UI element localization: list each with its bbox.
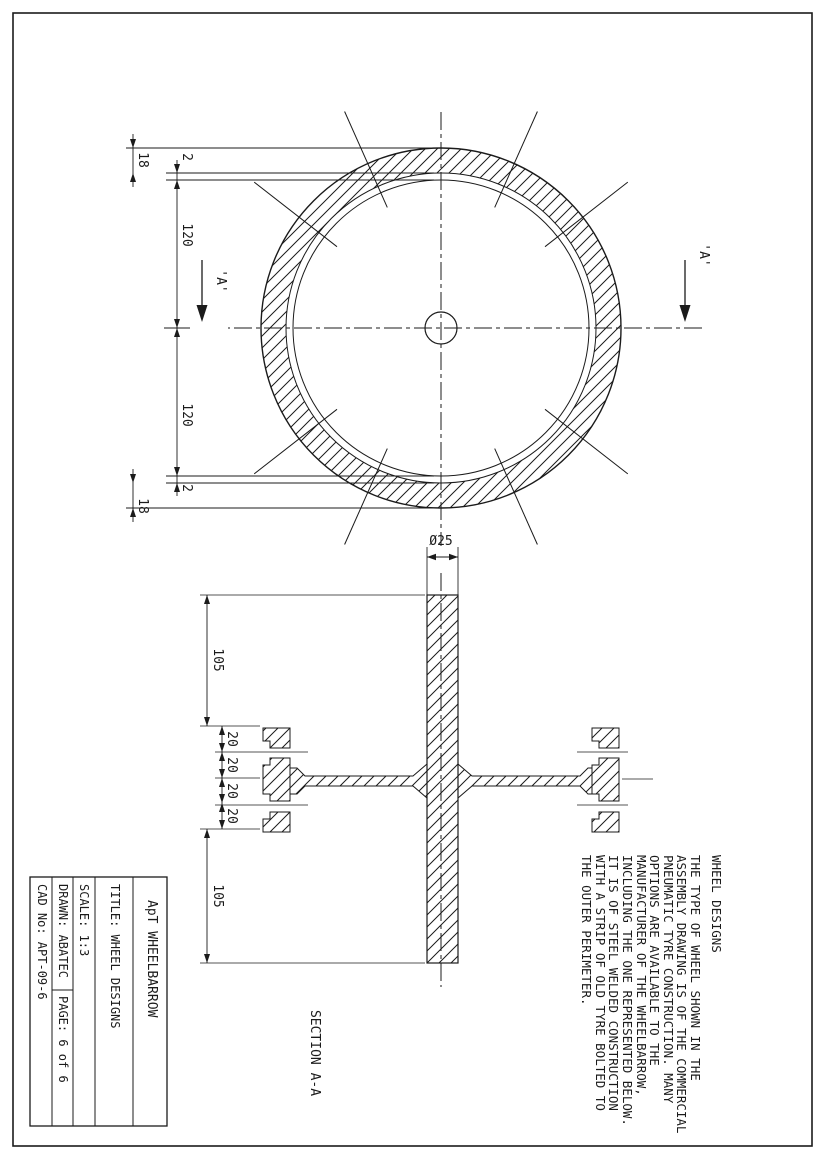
dim-label-20-3: 20 xyxy=(224,783,239,799)
dim-label-tyre-18-left: 18 xyxy=(135,152,150,168)
dim-label-20-1: 20 xyxy=(224,731,239,747)
dim-label-radius-120-left: 120 xyxy=(179,223,194,247)
tyre-block xyxy=(592,728,619,748)
hub-tube-section xyxy=(427,595,458,963)
notes-line: PNEUMATIC TYRE CONSTRUCTION. MANY xyxy=(660,855,676,1104)
dim-label-20-4: 20 xyxy=(224,808,239,824)
section-arrow-top-head xyxy=(680,305,691,322)
tyre-block xyxy=(592,812,619,832)
rim-blocks-bottom xyxy=(263,728,290,832)
rim-channel-block xyxy=(592,758,619,801)
tyre-block xyxy=(263,812,290,832)
section-arrow-label-bottom: 'A' xyxy=(213,269,228,293)
title-block-cad-no: CAD No: APT-09-6 xyxy=(35,884,49,1000)
section-arrow-bottom-head xyxy=(197,305,208,322)
notes-line: WITH A STRIP OF OLD TYRE BOLTED TO xyxy=(592,855,608,1111)
section-dim-lines xyxy=(207,557,458,963)
dim-label-105-right: 105 xyxy=(210,884,225,908)
dim-label-rim-2-left: 2 xyxy=(179,153,194,161)
dim-label-hub-diameter: Ø25 xyxy=(429,534,453,549)
title-block-title: TITLE: WHEEL DESIGNS xyxy=(108,884,122,1029)
notes-line: ASSEMBLY DRAWING IS OF THE COMMERCIAL xyxy=(674,855,690,1134)
dim-label-rim-2-right: 2 xyxy=(179,484,194,492)
title-block-page: PAGE: 6 of 6 xyxy=(56,996,70,1083)
disc-web-upper xyxy=(458,764,592,798)
dim-label-radius-120-right: 120 xyxy=(179,403,194,427)
notes-line: THE TYPE OF WHEEL SHOWN IN THE xyxy=(688,855,703,1081)
title-block-company: ApT WHEELBARROW xyxy=(144,900,159,1018)
notes-title: WHEEL DESIGNS xyxy=(709,855,724,953)
dim-label-105-left: 105 xyxy=(210,648,225,672)
tyre-block xyxy=(263,728,290,748)
section-dim-extension-lines xyxy=(200,547,458,963)
notes-line: INCLUDING THE ONE REPRESENTED BELOW. xyxy=(620,855,636,1126)
dim-label-tyre-18-right: 18 xyxy=(135,498,150,514)
rim-channel-block xyxy=(263,758,290,801)
section-arrow-label-top: 'A' xyxy=(696,243,711,267)
wheel-front-view xyxy=(126,112,702,547)
title-block-drawn: DRAWN: ABATEC xyxy=(56,884,70,978)
rim-blocks-top xyxy=(592,728,619,832)
notes-line: IT IS OF STEEL WELDED CONSTRUCTION xyxy=(606,855,622,1111)
title-block-scale: SCALE: 1:3 xyxy=(77,884,91,957)
notes-line: OPTIONS ARE AVAILABLE TO THE xyxy=(647,855,663,1066)
section-caption: SECTION A-A xyxy=(307,1009,322,1097)
disc-web-lower xyxy=(290,764,427,798)
section-dim-arrowheads xyxy=(204,554,458,963)
notes-line: THE OUTER PERIMETER. xyxy=(579,855,595,1006)
notes-line: MANUFACTURER OF THE WHEELBARROW, xyxy=(633,855,649,1096)
dim-label-20-2: 20 xyxy=(224,757,239,773)
notes-block xyxy=(580,855,724,1133)
